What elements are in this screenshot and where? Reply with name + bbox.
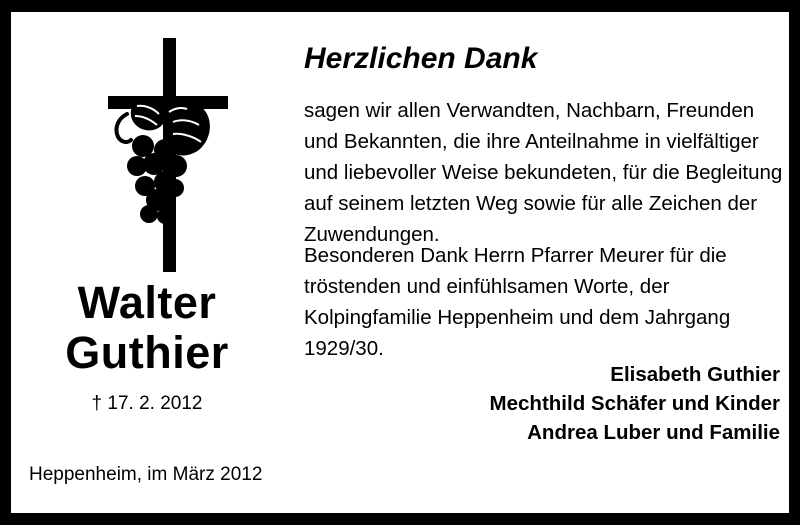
thanks-paragraph-2: Besonderen Dank Herrn Pfarrer Meurer für die tröstenden und einfühlsamen Worte, der Kolpingfamilie Heppenheim und dem Jahrgang 1929/30. (304, 244, 731, 360)
border-right (789, 0, 800, 525)
deceased-last-name: Guthier (65, 327, 229, 378)
border-left (0, 0, 11, 525)
border-bottom (0, 513, 800, 525)
card-content (11, 12, 789, 513)
left-column (11, 12, 283, 513)
signers-list (283, 360, 780, 447)
grapes-and-leaf-icon (109, 92, 221, 232)
border-top (0, 0, 800, 12)
deceased-first-name: Walter (77, 277, 217, 328)
thanks-title: Herzlichen Dank (304, 42, 538, 75)
place-and-date: Heppenheim, im März 2012 (29, 464, 263, 485)
death-date: † 17. 2. 2012 (91, 393, 203, 414)
thanks-paragraph-1: sagen wir allen Verwandten, Nachbarn, Freunden und Bekannten, die ihre Anteilnahme in vielfältiger und liebevoller Weise bekundeten, für die Begleitung auf seinem letzten Weg sowie für alle Zeichen der Zuwendungen. (304, 99, 783, 246)
deceased-name-block (11, 278, 283, 416)
signer-item: Elisabeth Guthier (610, 363, 780, 386)
cross-with-grapes-icon (11, 24, 283, 272)
signer-item: Andrea Luber und Familie (527, 421, 780, 444)
right-column (283, 12, 789, 513)
signer-item: Mechthild Schäfer und Kinder (489, 392, 780, 415)
